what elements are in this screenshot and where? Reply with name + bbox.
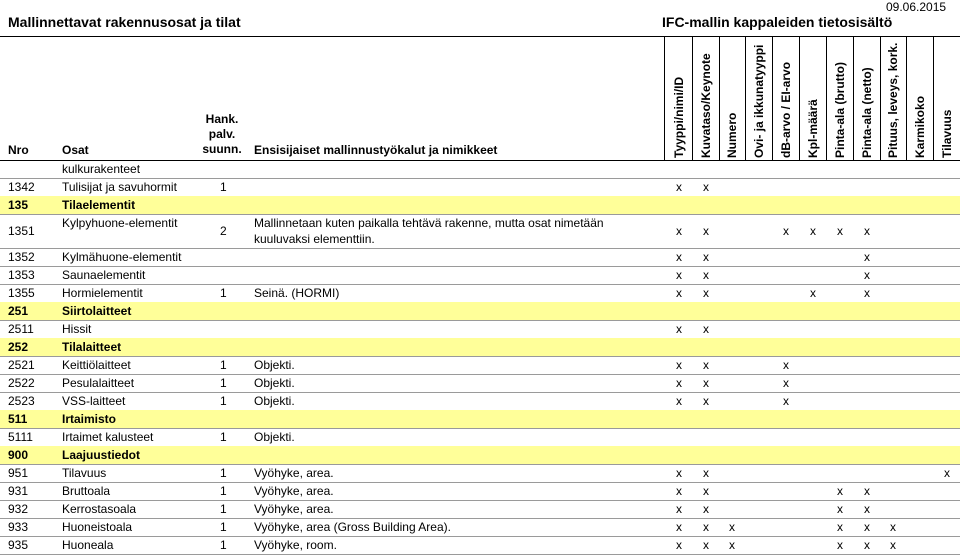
row-tool: Vyöhyke, area.	[254, 484, 334, 498]
row-osat: Saunaelementit	[62, 268, 146, 282]
row-nro: 951	[8, 466, 29, 480]
mark-x: x	[676, 358, 682, 372]
vertical-column-header: dB-arvo / EI-arvo	[779, 61, 793, 158]
row-nro: 1355	[8, 286, 35, 300]
row-nro: 931	[8, 484, 29, 498]
mark-x: x	[783, 224, 789, 238]
mark-x: x	[703, 484, 709, 498]
mark-x: x	[864, 520, 870, 534]
mark-x: x	[703, 538, 709, 552]
mark-x: x	[864, 250, 870, 264]
row-osat: VSS-laitteet	[62, 394, 126, 408]
mark-x: x	[703, 394, 709, 408]
header-column-divider	[799, 36, 800, 160]
row-nro: 933	[8, 520, 29, 534]
row-nro: 2523	[8, 394, 35, 408]
row-nro: 2522	[8, 376, 35, 390]
mark-x: x	[703, 376, 709, 390]
row-hank: 1	[220, 394, 227, 408]
table-row	[0, 320, 960, 338]
table-row	[0, 284, 960, 302]
group-header-row	[0, 338, 960, 356]
mark-x: x	[864, 224, 870, 238]
mark-x: x	[703, 502, 709, 516]
row-hank: 1	[220, 484, 227, 498]
header-top-line	[0, 36, 960, 37]
row-hank: 1	[220, 466, 227, 480]
right-title: IFC-mallin kappaleiden tietosisältö	[662, 14, 893, 30]
row-osat: Huoneistoala	[62, 520, 133, 534]
row-nro: 511	[8, 412, 28, 426]
row-osat: Irtaimisto	[62, 412, 117, 426]
mark-x: x	[944, 466, 950, 480]
row-tool: Vyöhyke, area.	[254, 502, 334, 516]
row-tool: Vyöhyke, room.	[254, 538, 337, 552]
row-hank: 1	[220, 286, 227, 300]
mark-x: x	[837, 520, 843, 534]
row-nro: 251	[8, 304, 29, 318]
mark-x: x	[837, 502, 843, 516]
row-nro: 1342	[8, 180, 35, 194]
table-row	[0, 536, 960, 554]
row-tool: Mallinnetaan kuten paikalla tehtävä rakenne, mutta osat nimetään kuuluvaksi elementtiin.	[254, 216, 604, 246]
row-nro: 252	[8, 340, 29, 354]
header-bottom-line	[0, 160, 960, 161]
mark-x: x	[703, 180, 709, 194]
mark-x: x	[783, 376, 789, 390]
row-hank: 1	[220, 180, 227, 194]
row-nro: 2511	[8, 322, 34, 336]
mark-x: x	[783, 394, 789, 408]
mark-x: x	[676, 250, 682, 264]
mark-x: x	[703, 466, 709, 480]
mark-x: x	[676, 322, 682, 336]
row-osat: Bruttoala	[62, 484, 111, 498]
table-row	[0, 374, 960, 392]
row-tool: Vyöhyke, area (Gross Building Area).	[254, 520, 451, 534]
row-tool: Objekti.	[254, 430, 295, 444]
row-osat: Tilalaitteet	[62, 340, 122, 354]
row-hank: 1	[220, 430, 227, 444]
mark-x: x	[864, 502, 870, 516]
vertical-column-header: Pinta-ala (netto)	[860, 67, 874, 158]
row-nro: 135	[8, 198, 29, 212]
mark-x: x	[864, 286, 870, 300]
mark-x: x	[676, 484, 682, 498]
header-column-divider	[772, 36, 773, 160]
group-header-row	[0, 196, 960, 214]
header-column-divider	[719, 36, 720, 160]
mark-x: x	[890, 520, 896, 534]
mark-x: x	[837, 224, 843, 238]
mark-x: x	[837, 484, 843, 498]
mark-x: x	[676, 286, 682, 300]
col-hank-header: Hank. palv. suunn.	[202, 112, 242, 156]
col-nro-header: Nro	[8, 143, 29, 157]
table-row	[0, 214, 960, 248]
row-hank: 2	[220, 224, 227, 238]
table-row	[0, 266, 960, 284]
mark-x: x	[864, 538, 870, 552]
header-column-divider	[933, 36, 934, 160]
row-nro: 932	[8, 502, 29, 516]
row-nro: 1352	[8, 250, 35, 264]
row-osat: Tilavuus	[62, 466, 107, 480]
row-osat: Irtaimet kalusteet	[62, 430, 154, 444]
mark-x: x	[783, 358, 789, 372]
mark-x: x	[676, 224, 682, 238]
mark-x: x	[676, 538, 682, 552]
mark-x: x	[703, 250, 709, 264]
row-hank: 1	[220, 520, 227, 534]
row-osat: Kylpyhuone-elementit	[62, 216, 178, 230]
mark-x: x	[676, 180, 682, 194]
col-osat-header: Osat	[62, 143, 89, 157]
row-osat: Hormielementit	[62, 286, 143, 300]
row-osat: Tulisijat ja savuhormit	[62, 180, 177, 194]
table-row	[0, 392, 960, 410]
mark-x: x	[703, 224, 709, 238]
row-osat: Keittiölaitteet	[62, 358, 131, 372]
header-column-divider	[745, 36, 746, 160]
row-hank: 1	[220, 376, 227, 390]
header-column-divider	[853, 36, 854, 160]
table-row	[0, 248, 960, 266]
row-hank: 1	[220, 358, 227, 372]
mark-x: x	[837, 538, 843, 552]
row-hank: 1	[220, 538, 227, 552]
row-tool: Objekti.	[254, 358, 295, 372]
row-tool: Objekti.	[254, 376, 295, 390]
table-row	[0, 500, 960, 518]
mark-x: x	[890, 538, 896, 552]
mark-x: x	[703, 268, 709, 282]
row-osat: Hissit	[62, 322, 92, 336]
row-tool: Vyöhyke, area.	[254, 466, 334, 480]
row-osat: Kylmähuone-elementit	[62, 250, 182, 264]
row-tool: Seinä. (HORMI)	[254, 286, 340, 300]
mark-x: x	[676, 502, 682, 516]
left-title: Mallinnettavat rakennusosat ja tilat	[8, 14, 241, 30]
row-osat: Siirtolaitteet	[62, 304, 132, 318]
group-header-row	[0, 410, 960, 428]
mark-x: x	[810, 286, 816, 300]
vertical-column-header: Karmikoko	[913, 95, 927, 158]
table-row	[0, 428, 960, 446]
vertical-column-header: Numero	[725, 112, 739, 158]
row-nro: 2521	[8, 358, 35, 372]
mark-x: x	[676, 268, 682, 282]
mark-x: x	[729, 520, 735, 534]
table-row	[0, 464, 960, 482]
mark-x: x	[676, 394, 682, 408]
row-osat: kulkurakenteet	[62, 162, 141, 176]
mark-x: x	[864, 268, 870, 282]
date: 09.06.2015	[886, 0, 947, 14]
header-column-divider	[880, 36, 881, 160]
mark-x: x	[676, 520, 682, 534]
table-row	[0, 518, 960, 536]
table-row	[0, 178, 960, 196]
mark-x: x	[676, 376, 682, 390]
header-column-divider	[906, 36, 907, 160]
header-column-divider	[826, 36, 827, 160]
row-osat: Kerrostasoala	[62, 502, 137, 516]
header-column-divider	[692, 36, 693, 160]
row-nro: 1351	[8, 224, 35, 238]
vertical-column-header: Pituus, leveys, kork.	[886, 42, 900, 158]
vertical-column-header: Tyyppi/nimi/ID	[672, 76, 686, 158]
mark-x: x	[864, 484, 870, 498]
row-osat: Laajuustiedot	[62, 448, 141, 462]
col-tools-header: Ensisijaiset mallinnustyökalut ja nimikkeet	[254, 143, 498, 157]
group-header-row	[0, 302, 960, 320]
row-nro: 900	[8, 448, 29, 462]
mark-x: x	[703, 322, 709, 336]
row-nro: 935	[8, 538, 29, 552]
row-nro: 5111	[8, 430, 33, 444]
mark-x: x	[810, 224, 816, 238]
row-osat: Huoneala	[62, 538, 114, 552]
row-hank: 1	[220, 502, 227, 516]
row-tool: Objekti.	[254, 394, 295, 408]
vertical-column-header: Ovi- ja ikkunatyyppi	[752, 44, 766, 158]
table-row	[0, 356, 960, 374]
row-osat: Pesulalaitteet	[62, 376, 135, 390]
vertical-column-header: Pinta-ala (brutto)	[833, 62, 847, 158]
vertical-column-header: Kpl-määrä	[806, 99, 820, 158]
vertical-column-header: Kuvataso/Keynote	[699, 53, 713, 158]
mark-x: x	[703, 286, 709, 300]
mark-x: x	[703, 520, 709, 534]
mark-x: x	[676, 466, 682, 480]
row-nro: 1353	[8, 268, 35, 282]
mark-x: x	[729, 538, 735, 552]
mark-x: x	[703, 358, 709, 372]
header-column-divider	[664, 36, 665, 160]
vertical-column-header: Tilavuus	[940, 109, 954, 158]
group-header-row	[0, 446, 960, 464]
table-row	[0, 160, 960, 178]
row-osat: Tilaelementit	[62, 198, 136, 212]
table-row	[0, 482, 960, 500]
